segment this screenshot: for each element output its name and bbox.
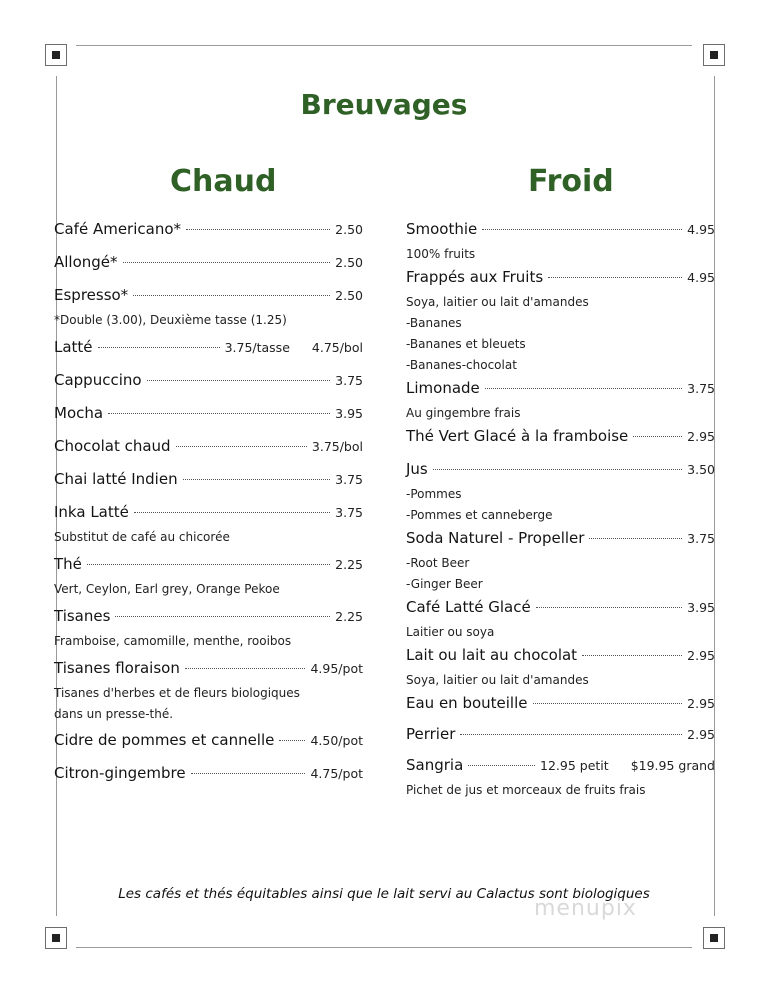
item-name: Inka Latté [54, 503, 129, 521]
item-name: Frappés aux Fruits [406, 268, 544, 286]
menu-item [54, 404, 363, 428]
item-description: *Double (3.00), Deuxième tasse (1.25) [54, 313, 287, 327]
item-description: -Bananes [406, 316, 462, 330]
item-price: 4.95 [687, 222, 715, 237]
section-heading-froid: Froid [528, 164, 614, 199]
dot-leader [191, 773, 306, 774]
item-name: Latté [54, 338, 93, 356]
item-description: Substitut de café au chicorée [54, 530, 230, 544]
item-name: Soda Naturel - Propeller [406, 529, 585, 547]
menu-item [54, 503, 363, 548]
menu-item [406, 220, 715, 265]
menu-item [406, 598, 715, 643]
menu-item [54, 338, 363, 362]
item-price: 3.75 [335, 373, 363, 388]
item-description: 100% fruits [406, 247, 476, 261]
dot-leader [582, 655, 682, 656]
dot-leader [123, 262, 331, 263]
dot-leader [468, 765, 535, 766]
dot-leader [536, 607, 682, 608]
item-description: -Pommes et canneberge [406, 508, 553, 522]
dot-leader [134, 512, 330, 513]
item-name: Perrier [406, 725, 456, 743]
menu-item [54, 253, 363, 277]
item-name: Limonade [406, 379, 480, 397]
item-name: Café Latté Glacé [406, 598, 531, 616]
dot-leader [279, 740, 305, 741]
menu-item [54, 731, 363, 755]
corner-ornament [45, 927, 67, 949]
dot-leader [485, 388, 682, 389]
item-price: 4.95/pot [310, 661, 363, 676]
item-description: -Pommes [406, 487, 462, 501]
menu-item [406, 427, 715, 451]
item-description: Au gingembre frais [406, 406, 521, 420]
menu-item [54, 437, 363, 461]
menu-item [406, 646, 715, 691]
dot-leader [115, 616, 330, 617]
item-price: 2.25 [335, 609, 363, 624]
dot-leader [183, 479, 331, 480]
dot-leader [98, 347, 220, 348]
corner-ornament [45, 44, 67, 66]
menu-item [406, 725, 715, 749]
dot-leader [433, 469, 682, 470]
menu-item [406, 529, 715, 595]
item-price: 3.75 [687, 531, 715, 546]
item-price: 2.95 [687, 727, 715, 742]
chaud-column [54, 220, 363, 788]
item-description: Framboise, camomille, menthe, rooibos [54, 634, 292, 648]
item-name: Espresso* [54, 286, 129, 304]
item-name: Lait ou lait au chocolat [406, 646, 578, 664]
item-name: Eau en bouteille [406, 694, 528, 712]
dot-leader [633, 436, 682, 437]
border-line-top [76, 45, 692, 46]
item-price: 3.75 [687, 381, 715, 396]
item-price: 4.95 [687, 270, 715, 285]
dot-leader [460, 734, 682, 735]
item-name: Cidre de pommes et cannelle [54, 731, 275, 749]
item-description: Vert, Ceylon, Earl grey, Orange Pekoe [54, 582, 280, 596]
menu-item [54, 607, 363, 652]
item-name: Smoothie [406, 220, 478, 238]
item-price: 2.25 [335, 557, 363, 572]
item-name: Café Americano* [54, 220, 182, 238]
item-description: Laitier ou soya [406, 625, 495, 639]
item-price: 2.95 [687, 429, 715, 444]
menu-item [406, 694, 715, 718]
item-name: Tisanes floraison [54, 659, 180, 677]
section-heading-chaud: Chaud [170, 164, 277, 199]
item-description: Pichet de jus et morceaux de fruits frais [406, 783, 646, 797]
dot-leader [186, 229, 330, 230]
item-price-alt: 4.75/bol [311, 340, 363, 355]
item-name: Chai latté Indien [54, 470, 178, 488]
item-name: Jus [406, 460, 428, 478]
item-name: Thé [54, 555, 82, 573]
item-description: -Ginger Beer [406, 577, 483, 591]
item-name: Tisanes [54, 607, 111, 625]
item-description: -Root Beer [406, 556, 470, 570]
menu-item [54, 220, 363, 244]
menu-item [54, 659, 363, 725]
menu-title: Breuvages [300, 88, 468, 121]
item-price: 2.50 [335, 222, 363, 237]
item-name: Cappuccino [54, 371, 142, 389]
item-price: 3.75 [335, 505, 363, 520]
corner-ornament [703, 44, 725, 66]
item-name: Sangria [406, 756, 464, 774]
item-price: 2.95 [687, 648, 715, 663]
menu-item [406, 268, 715, 376]
dot-leader [87, 564, 330, 565]
item-price: 4.75/pot [310, 766, 363, 781]
item-description: Soya, laitier ou lait d'amandes [406, 295, 589, 309]
item-price: 12.95 petit [540, 758, 609, 773]
menu-item [406, 460, 715, 526]
watermark-text: menupix [534, 896, 637, 921]
item-name: Allongé* [54, 253, 118, 271]
menu-item [406, 756, 715, 801]
menu-item [54, 555, 363, 600]
menu-item [406, 379, 715, 424]
menu-item [54, 764, 363, 788]
dot-leader [147, 380, 331, 381]
item-name: Chocolat chaud [54, 437, 171, 455]
item-price: 3.50 [687, 462, 715, 477]
item-name: Thé Vert Glacé à la framboise [406, 427, 629, 445]
item-price: 3.95 [335, 406, 363, 421]
item-price: 3.75 [335, 472, 363, 487]
border-line-bottom [76, 947, 692, 948]
dot-leader [548, 277, 682, 278]
dot-leader [533, 703, 683, 704]
item-description: dans un presse-thé. [54, 707, 174, 721]
dot-leader [176, 446, 307, 447]
menu-item [54, 286, 363, 331]
item-price: 2.95 [687, 696, 715, 711]
item-price: 3.75/tasse [224, 340, 290, 355]
item-price-alt: $19.95 grand [630, 758, 715, 773]
menu-item [54, 371, 363, 395]
corner-ornament [703, 927, 725, 949]
item-description: -Bananes-chocolat [406, 358, 517, 372]
item-description: Tisanes d'herbes et de fleurs biologiques [54, 686, 300, 700]
dot-leader [108, 413, 330, 414]
item-price: 3.95 [687, 600, 715, 615]
dot-leader [589, 538, 682, 539]
item-price: 2.50 [335, 255, 363, 270]
item-price: 4.50/pot [310, 733, 363, 748]
item-name: Citron-gingembre [54, 764, 186, 782]
item-description: Soya, laitier ou lait d'amandes [406, 673, 589, 687]
footer-note: Les cafés et thés équitables ainsi que le lait servi au Calactus sont biologiques [118, 886, 650, 902]
item-name: Mocha [54, 404, 104, 422]
item-price: 3.75/bol [311, 439, 363, 454]
item-price: 2.50 [335, 288, 363, 303]
dot-leader [482, 229, 682, 230]
dot-leader [133, 295, 330, 296]
froid-column [406, 220, 715, 801]
menu-item [54, 470, 363, 494]
item-description: -Bananes et bleuets [406, 337, 526, 351]
dot-leader [185, 668, 306, 669]
